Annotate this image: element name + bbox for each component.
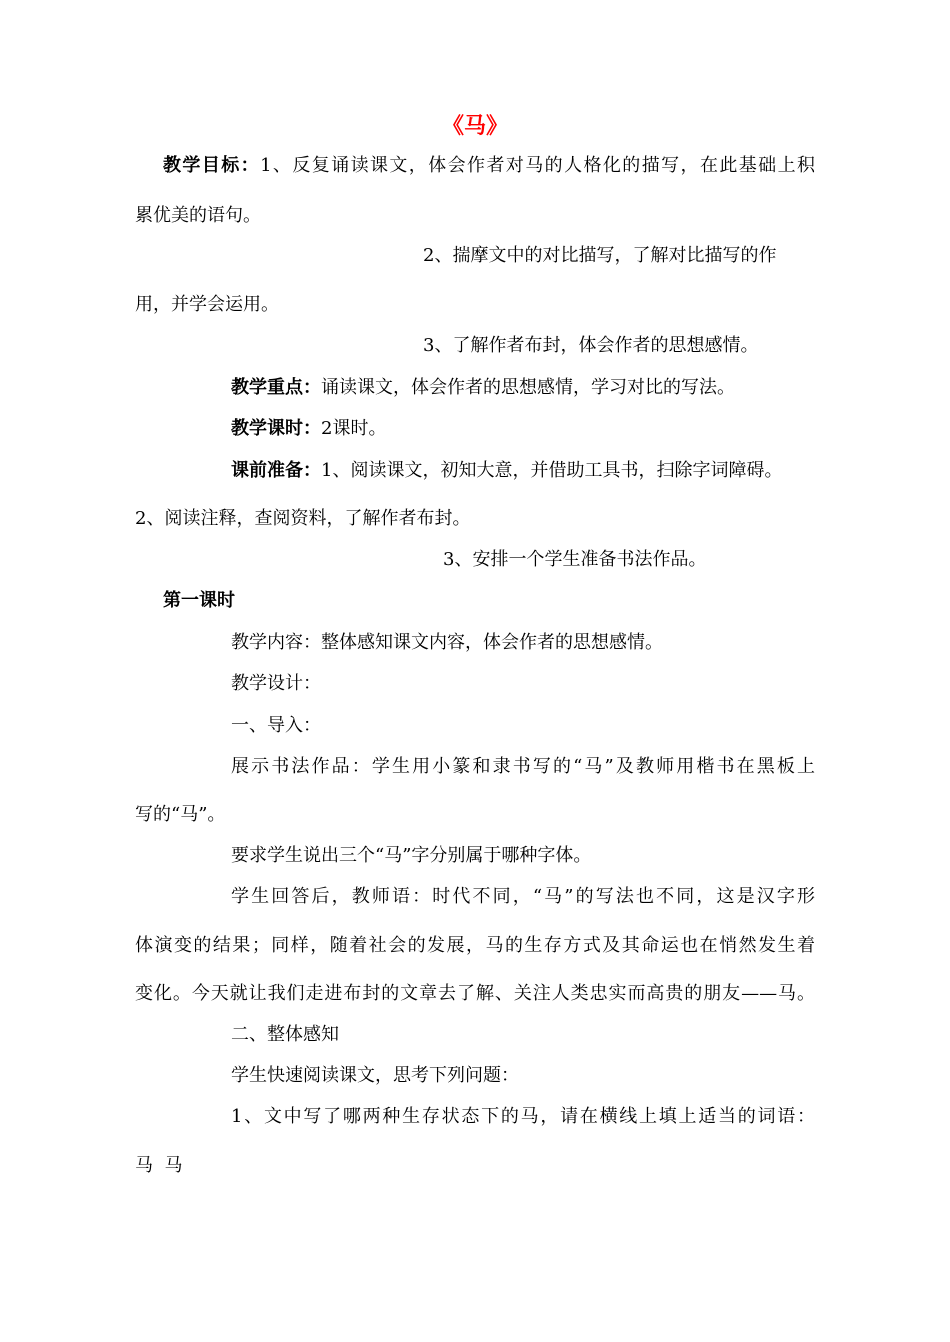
preparation-item-3: 3、安排一个学生准备书法作品。 — [443, 549, 707, 570]
objectives-line-2: 累优美的语句。 — [135, 205, 261, 226]
overview-blanks: 马 马 — [135, 1155, 183, 1176]
objectives-item-3: 3、了解作者布封，体会作者的思想感情。 — [423, 335, 759, 356]
objectives-line-1 — [163, 153, 815, 179]
overview-question-1: 1、文中写了哪两种生存状态下的马，请在横线上填上适当的词语： — [231, 1106, 815, 1127]
intro-paragraph-1-line-2: 写的“马”。 — [135, 804, 226, 825]
intro-paragraph-3-line-2: 体演变的结果；同样，随着社会的发展，马的生存方式及其命运也在悄然发生着 — [135, 935, 815, 956]
intro-paragraph-2: 要求学生说出三个“马”字分别属于哪种字体。 — [231, 845, 592, 866]
intro-heading: 一、导入： — [231, 715, 321, 736]
objectives-label: 教学目标： — [163, 155, 261, 176]
document-title: 《马》 — [441, 113, 508, 139]
hours-label: 教学课时： — [231, 418, 321, 439]
preparation-line-1 — [231, 458, 782, 484]
overview-paragraph-1: 学生快速阅读课文，思考下列问题： — [231, 1065, 519, 1086]
preparation-item-1: 1、阅读课文，初知大意，并借助工具书，扫除字词障碍。 — [321, 460, 783, 481]
lesson-1-design: 教学设计： — [231, 673, 321, 694]
focus-line — [231, 375, 735, 401]
objectives-item-2-part-1: 2、揣摩文中的对比描写，了解对比描写的作 — [423, 245, 777, 266]
hours-text: 2课时。 — [321, 418, 387, 439]
objectives-item-2-part-2: 用，并学会运用。 — [135, 294, 279, 315]
lesson-1-content: 教学内容：整体感知课文内容，体会作者的思想感情。 — [231, 632, 663, 653]
preparation-label: 课前准备： — [231, 460, 321, 481]
overview-heading: 二、整体感知 — [231, 1024, 339, 1045]
lesson-1-heading: 第一课时 — [163, 590, 235, 611]
intro-paragraph-3-line-1: 学生回答后，教师语：时代不同，“马”的写法也不同，这是汉字形 — [231, 886, 815, 907]
objectives-item-1-part-1: 1、反复诵读课文，体会作者对马的人格化的描写，在此基础上积 — [260, 155, 816, 176]
focus-label: 教学重点： — [231, 377, 321, 398]
intro-paragraph-1-line-1: 展示书法作品：学生用小篆和隶书写的“马”及教师用楷书在黑板上 — [231, 756, 815, 777]
intro-paragraph-3-line-3: 变化。今天就让我们走进布封的文章去了解、关注人类忠实而高贵的朋友——马。 — [135, 983, 815, 1004]
preparation-item-2: 2、阅读注释，查阅资料，了解作者布封。 — [135, 508, 471, 529]
focus-text: 诵读课文，体会作者的思想感情，学习对比的写法。 — [321, 377, 735, 398]
hours-line — [231, 416, 386, 442]
